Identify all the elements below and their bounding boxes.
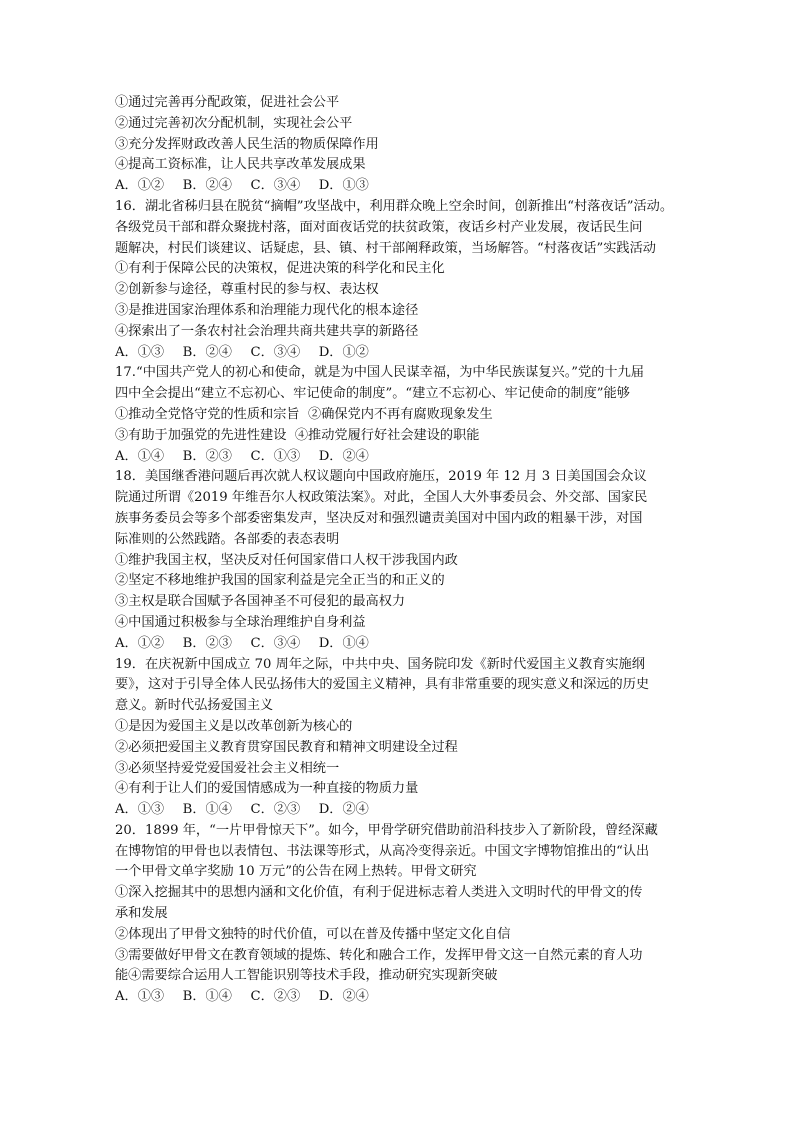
q17-answer-choices: A．①④ B．②③ C．①③ D．②④: [115, 448, 369, 464]
q16-stem-line-2: 各级党员干部和群众聚拢村落，面对面夜话党的扶贫政策，夜话乡村产业发展，夜话民生问: [115, 219, 643, 235]
q18-stem-line-3: 族事务委员会等多个部委密集发声，坚决反对和强烈谴责美国对中国内政的粗暴干涉，对国: [115, 510, 643, 526]
q20-option-item-1: ①深入挖掘其中的思想内涵和文化价值，有利于促进标志着人类进入文明时代的甲骨文的传: [115, 885, 643, 901]
question-15-block: [115, 93, 685, 197]
q20-answer-choices: A．①③ B．①④ C．②③ D．②④: [115, 989, 369, 1005]
q20-option-item-2: ②体现出了甲骨文独特的时代价值，可以在普及传播中坚定文化自信: [115, 926, 511, 942]
q19-option-item-4: ④有利于让人们的爱国情感成为一种直接的物质力量: [115, 781, 419, 797]
q16-option-item-3: ③是推进国家治理体系和治理能力现代化的根本途径: [115, 302, 419, 318]
q19-answer-choices: A．①③ B．①④ C．②③ D．②④: [115, 802, 369, 818]
question-18-block: [115, 467, 685, 654]
question-19-block: [115, 655, 685, 821]
q17-stem-line-1: 17.“中国共产党人的初心和使命，就是为中国人民谋幸福，为中华民族谋复兴。”党的十九届: [115, 365, 644, 381]
q18-option-item-3: ③主权是联合国赋予各国神圣不可侵犯的最高权力: [115, 594, 406, 610]
q19-stem-line-3: 意义。新时代弘扬爱国主义: [115, 698, 274, 714]
q18-stem-line-1: 18．美国继香港问题后再次就人权议题向中国政府施压，2019 年 12 月 3 日美国国会众议: [115, 469, 647, 485]
q19-stem-line-2: 要》，这对于引导全体人民弘扬伟大的爱国主义精神，具有非常重要的现实意义和深远的历史: [115, 677, 650, 693]
q20-stem-line-1: 20．1899 年，“一片甲骨惊天下”。如今，甲骨学研究借助前沿科技步入了新阶段，曾经深藏: [115, 822, 658, 838]
q19-option-item-1: ①是因为爱国主义是以改革创新为核心的: [115, 718, 353, 734]
q15-option-item-2: ②通过完善初次分配机制，实现社会公平: [115, 115, 353, 131]
q16-option-item-4: ④探索出了一条农村社会治理共商共建共享的新路径: [115, 323, 419, 339]
q16-stem-line-1: 16．湖北省秭归县在脱贫“摘帽”攻坚战中，利用群众晚上空余时间，创新推出“村落夜话”活动。: [115, 198, 674, 214]
q20-stem-line-3: 一个甲骨文单字奖励 10 万元”的公告在网上热转。甲骨文研究: [115, 864, 477, 880]
q18-stem-line-2: 院通过所谓《2019 年维吾尔人权政策法案》。对此，全国人大外事委员会、外交部、国家民: [115, 490, 648, 506]
q20-stem-line-2: 在博物馆的甲骨也以表情包、书法课等形式，从高冷变得亲近。中国文字博物馆推出的“认出: [115, 843, 650, 859]
q19-stem-line-1: 19．在庆祝新中国成立 70 周年之际，中共中央、国务院印发《新时代爱国主义教育实施纲: [115, 656, 645, 672]
q18-option-item-2: ②坚定不移地维护我国的国家利益是完全正当的和正义的: [115, 573, 445, 589]
q19-option-item-2: ②必须把爱国主义教育贯穿国民教育和精神文明建设全过程: [115, 739, 458, 755]
q18-answer-choices: A．①② B．②③ C．③④ D．①④: [115, 635, 369, 651]
question-17-block: [115, 363, 685, 467]
q20-option-item-3: ③需要做好甲骨文在教育领域的提炼、转化和融合工作，发挥甲骨文这一自然元素的育人功: [115, 947, 643, 963]
q19-option-item-3: ③必须坚持爱党爱国爱社会主义相统一: [115, 760, 340, 776]
q17-option-item-2: ③有助于加强党的先进性建设 ④推动党履行好社会建设的职能: [115, 427, 480, 443]
exam-page: [115, 93, 685, 1008]
q16-answer-choices: A．①③ B．②④ C．③④ D．①②: [115, 344, 369, 360]
q20-option-item-1-cont: 承和发展: [115, 906, 168, 922]
q17-stem-line-2: 四中全会提出“建立不忘初心、牢记使命的制度”。“建立不忘初心、牢记使命的制度”能够: [115, 386, 630, 402]
q20-option-item-3-4: 能④需要综合运用人工智能识别等技术手段，推动研究实现新突破: [115, 968, 498, 984]
q18-option-item-1: ①维护我国主权，坚决反对任何国家借口人权干涉我国内政: [115, 552, 458, 568]
question-16-block: [115, 197, 685, 363]
q16-stem-line-3: 题解决，村民们谈建议、话疑虑，县、镇、村干部阐释政策，当场解答。“村落夜话”实践活动: [115, 240, 656, 256]
q17-option-item-1: ①推动全党恪守党的性质和宗旨 ②确保党内不再有腐败现象发生: [115, 406, 493, 422]
q16-option-item-2: ②创新参与途径，尊重村民的参与权、表达权: [115, 282, 379, 298]
q15-option-item-4: ④提高工资标准，让人民共享改革发展成果: [115, 157, 366, 173]
q18-stem-line-4: 际准则的公然践踏。各部委的表态表明: [115, 531, 340, 547]
q15-option-item-3: ③充分发挥财政改善人民生活的物质保障作用: [115, 136, 379, 152]
q18-option-item-4: ④中国通过积极参与全球治理维护自身利益: [115, 614, 366, 630]
q15-option-item-1: ①通过完善再分配政策，促进社会公平: [115, 95, 340, 110]
q15-answer-choices: A．①② B．②④ C．③④ D．①③: [115, 178, 369, 194]
q16-option-item-1: ①有利于保障公民的决策权，促进决策的科学化和民主化: [115, 261, 445, 277]
question-20-block: [115, 821, 685, 1008]
